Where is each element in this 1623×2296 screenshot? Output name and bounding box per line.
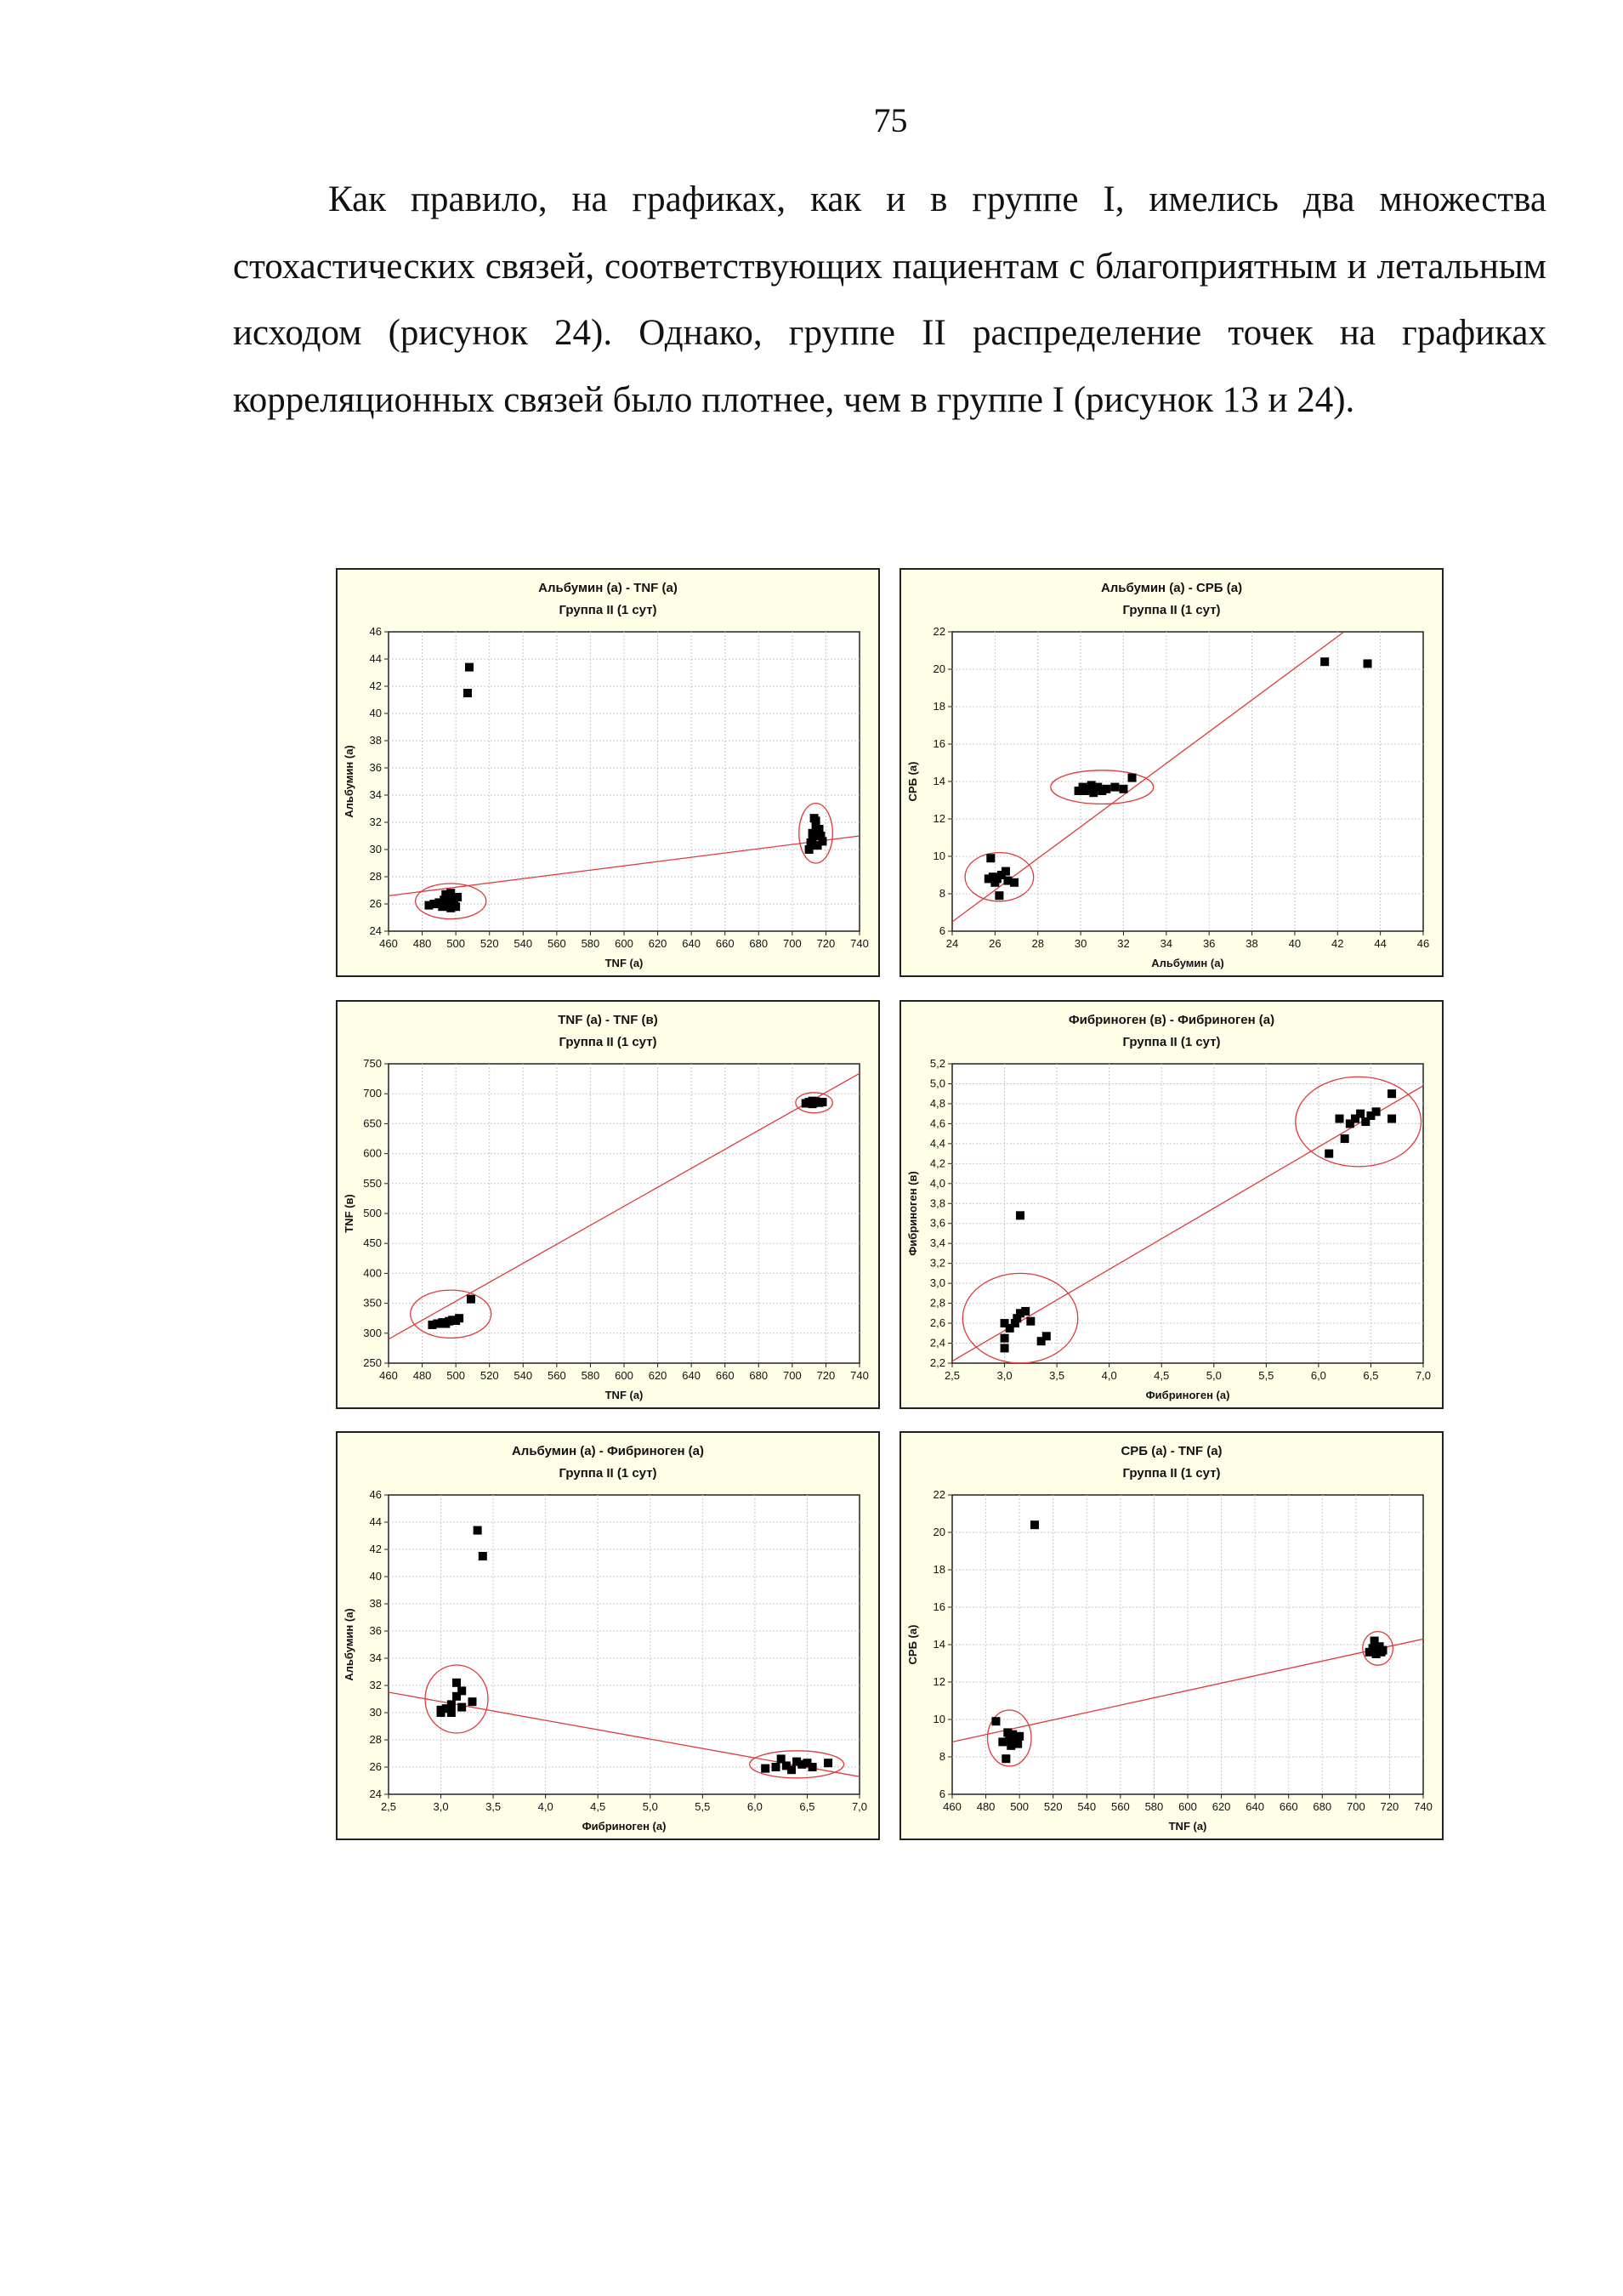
- y-tick-label: 32: [369, 1679, 382, 1691]
- y-tick-label: 18: [933, 1563, 945, 1576]
- y-tick-label: 750: [363, 1057, 382, 1070]
- data-point: [761, 1765, 769, 1773]
- x-tick-label: 740: [850, 1369, 869, 1382]
- y-tick-label: 30: [369, 843, 382, 855]
- y-tick-label: 44: [369, 1515, 382, 1528]
- data-point: [1320, 657, 1329, 666]
- x-tick-label: 640: [1246, 1800, 1264, 1813]
- x-tick-label: 460: [379, 937, 398, 950]
- data-point: [465, 663, 474, 672]
- data-point: [1081, 787, 1089, 795]
- chart-subtitle: Группа II (1 сут): [559, 1466, 657, 1480]
- x-tick-label: 600: [615, 1369, 633, 1382]
- x-tick-label: 34: [1160, 937, 1173, 950]
- x-tick-label: 660: [715, 1369, 735, 1382]
- x-tick-label: 680: [749, 937, 769, 950]
- data-point: [1102, 785, 1110, 793]
- y-tick-label: 46: [369, 1488, 382, 1501]
- x-tick-label: 5,5: [1258, 1369, 1274, 1382]
- x-axis-label: Альбумин (а): [1151, 957, 1224, 969]
- chart-crp-tnf: [899, 1431, 1444, 1840]
- y-tick-label: 24: [369, 1787, 382, 1800]
- y-tick-label: 36: [369, 1624, 382, 1637]
- data-point: [457, 1686, 466, 1695]
- y-tick-label: 42: [369, 679, 382, 692]
- x-tick-label: 520: [480, 1369, 499, 1382]
- data-point: [1379, 1646, 1387, 1655]
- x-tick-label: 640: [682, 937, 701, 950]
- data-point: [441, 890, 450, 899]
- x-tick-label: 540: [514, 1369, 533, 1382]
- x-tick-label: 600: [615, 937, 633, 950]
- data-point: [985, 874, 993, 883]
- x-tick-label: 540: [1077, 1800, 1097, 1813]
- chart-tnf-tnf: [336, 1000, 880, 1409]
- data-point: [1030, 1520, 1039, 1529]
- data-point: [1002, 867, 1010, 876]
- y-tick-label: 38: [369, 1597, 382, 1610]
- y-tick-label: 6: [939, 1787, 945, 1800]
- y-tick-label: 26: [369, 1760, 382, 1773]
- y-axis-label: СРБ (а): [906, 761, 919, 802]
- chart-title: TNF (а) - TNF (в): [558, 1013, 658, 1027]
- y-tick-label: 600: [363, 1146, 382, 1160]
- y-tick-label: 44: [369, 652, 382, 665]
- x-tick-label: 680: [749, 1369, 769, 1382]
- x-tick-label: 4,0: [537, 1800, 553, 1813]
- y-tick-label: 36: [369, 761, 382, 774]
- plot-area: [389, 1495, 860, 1794]
- x-tick-label: 740: [1414, 1800, 1433, 1813]
- y-tick-label: 20: [933, 1526, 945, 1538]
- y-tick-label: 4,2: [929, 1157, 945, 1170]
- data-point: [1016, 1211, 1024, 1219]
- data-point: [986, 854, 995, 862]
- y-tick-label: 34: [369, 1651, 382, 1664]
- x-tick-label: 520: [1043, 1800, 1063, 1813]
- data-point: [812, 816, 820, 825]
- data-point: [447, 1708, 456, 1717]
- x-tick-label: 4,0: [1101, 1369, 1117, 1382]
- x-tick-label: 500: [446, 937, 465, 950]
- data-point: [453, 893, 462, 901]
- data-point: [452, 1679, 461, 1687]
- x-tick-label: 40: [1288, 937, 1302, 950]
- x-tick-label: 580: [581, 937, 600, 950]
- y-tick-label: 46: [369, 625, 382, 638]
- y-tick-label: 32: [369, 816, 382, 828]
- y-tick-label: 2,2: [929, 1356, 945, 1369]
- y-tick-label: 14: [933, 1638, 945, 1651]
- x-tick-label: 4,5: [1154, 1369, 1170, 1382]
- x-tick-label: 5,0: [642, 1800, 658, 1813]
- data-point: [1341, 1134, 1349, 1143]
- y-tick-label: 4,0: [929, 1176, 945, 1190]
- data-point: [1128, 774, 1137, 782]
- chart-albumin-crp: [899, 568, 1444, 977]
- y-tick-label: 350: [363, 1296, 382, 1310]
- data-point: [787, 1765, 796, 1774]
- chart-svg: [338, 1002, 878, 1407]
- x-axis-label: Фибриноген (а): [582, 1820, 667, 1833]
- data-point: [474, 1526, 482, 1535]
- y-tick-label: 22: [933, 1488, 945, 1501]
- y-tick-label: 4,6: [929, 1117, 945, 1130]
- x-tick-label: 520: [480, 937, 499, 950]
- y-tick-label: 12: [933, 812, 945, 825]
- y-tick-label: 28: [369, 1733, 382, 1746]
- x-tick-label: 580: [1144, 1800, 1164, 1813]
- x-tick-label: 500: [446, 1369, 465, 1382]
- x-tick-label: 7,0: [851, 1800, 868, 1813]
- data-point: [818, 1098, 826, 1106]
- y-tick-label: 10: [933, 1713, 945, 1725]
- data-point: [1336, 1115, 1344, 1123]
- x-tick-label: 6,5: [1363, 1369, 1379, 1382]
- y-tick-label: 12: [933, 1675, 945, 1688]
- chart-fibrinogen-fibrinogen: [899, 1000, 1444, 1409]
- y-tick-label: 20: [933, 662, 945, 675]
- y-tick-label: 3,2: [929, 1256, 945, 1270]
- x-tick-label: 720: [1380, 1800, 1399, 1813]
- y-tick-label: 3,4: [929, 1236, 945, 1250]
- y-tick-label: 550: [363, 1176, 382, 1190]
- data-point: [479, 1552, 487, 1560]
- chart-albumin-fibrinogen: [336, 1431, 880, 1840]
- y-tick-label: 3,6: [929, 1216, 945, 1230]
- x-tick-label: 24: [945, 937, 959, 950]
- data-point: [995, 891, 1003, 900]
- y-tick-label: 34: [369, 788, 382, 801]
- y-tick-label: 24: [369, 924, 382, 937]
- chart-svg: [338, 1433, 878, 1839]
- data-point: [1021, 1307, 1030, 1316]
- x-axis-label: TNF (а): [604, 957, 644, 969]
- x-tick-label: 26: [989, 937, 1002, 950]
- y-axis-label: Фибриноген (в): [906, 1171, 919, 1256]
- x-tick-label: 42: [1331, 937, 1344, 950]
- y-tick-label: 28: [369, 870, 382, 883]
- x-axis-label: Фибриноген (а): [1145, 1389, 1230, 1401]
- y-tick-label: 4,8: [929, 1096, 945, 1110]
- x-tick-label: 460: [379, 1369, 398, 1382]
- x-tick-label: 660: [1279, 1800, 1298, 1813]
- y-tick-label: 30: [369, 1706, 382, 1719]
- data-point: [1003, 1728, 1012, 1736]
- y-tick-label: 14: [933, 775, 945, 787]
- x-tick-label: 3,5: [485, 1800, 502, 1813]
- y-tick-label: 16: [933, 737, 945, 750]
- x-tick-label: 460: [943, 1800, 962, 1813]
- x-axis-label: TNF (а): [1168, 1820, 1207, 1833]
- y-tick-label: 6: [939, 924, 945, 937]
- x-tick-label: 720: [816, 937, 836, 950]
- chart-svg: [338, 570, 878, 975]
- x-tick-label: 620: [648, 937, 667, 950]
- y-tick-label: 2,6: [929, 1316, 945, 1330]
- x-tick-label: 480: [976, 1800, 996, 1813]
- y-tick-label: 40: [369, 707, 382, 719]
- x-tick-label: 6,5: [799, 1800, 815, 1813]
- y-tick-label: 16: [933, 1600, 945, 1613]
- data-point: [818, 837, 826, 845]
- data-point: [1015, 1732, 1024, 1741]
- data-point: [824, 1759, 832, 1767]
- data-point: [1364, 659, 1372, 668]
- x-tick-label: 720: [816, 1369, 836, 1382]
- x-tick-label: 700: [783, 937, 802, 950]
- x-tick-label: 600: [1178, 1800, 1197, 1813]
- x-tick-label: 32: [1117, 937, 1130, 950]
- data-point: [1119, 785, 1127, 793]
- chart-albumin-tnf: [336, 568, 880, 977]
- data-point: [809, 1763, 817, 1771]
- data-point: [1042, 1332, 1051, 1340]
- chart-title: Альбумин (а) - СРБ (а): [1100, 581, 1243, 595]
- y-axis-label: СРБ (а): [906, 1624, 919, 1665]
- x-tick-label: 640: [682, 1369, 701, 1382]
- y-tick-label: 22: [933, 625, 945, 638]
- chart-svg: [901, 570, 1442, 975]
- x-tick-label: 38: [1246, 937, 1258, 950]
- chart-title: СРБ (а) - TNF (а): [1121, 1444, 1223, 1458]
- x-tick-label: 3,0: [433, 1800, 449, 1813]
- data-point: [991, 1717, 1000, 1725]
- y-tick-label: 500: [363, 1207, 382, 1219]
- x-tick-label: 700: [1347, 1800, 1365, 1813]
- y-axis-label: TNF (в): [343, 1194, 355, 1233]
- data-point: [447, 1700, 456, 1708]
- x-tick-label: 30: [1074, 937, 1087, 950]
- x-tick-label: 4,5: [590, 1800, 606, 1813]
- y-axis-label: Альбумин (а): [343, 1608, 355, 1681]
- x-tick-label: 500: [1010, 1800, 1029, 1813]
- y-tick-label: 38: [369, 734, 382, 747]
- x-tick-label: 5,5: [695, 1800, 711, 1813]
- y-tick-label: 40: [369, 1570, 382, 1583]
- x-tick-label: 3,5: [1049, 1369, 1065, 1382]
- data-point: [809, 1097, 817, 1105]
- y-tick-label: 2,4: [929, 1336, 945, 1350]
- chart-subtitle: Группа II (1 сут): [1122, 1466, 1221, 1480]
- y-tick-label: 18: [933, 700, 945, 713]
- chart-svg: [901, 1002, 1442, 1407]
- y-tick-label: 250: [363, 1356, 382, 1369]
- x-tick-label: 560: [548, 1369, 566, 1382]
- chart-svg: [901, 1433, 1442, 1839]
- data-point: [1001, 1344, 1009, 1352]
- x-tick-label: 540: [514, 937, 533, 950]
- data-point: [1001, 1334, 1009, 1343]
- x-tick-label: 620: [648, 1369, 667, 1382]
- x-tick-label: 6,0: [746, 1800, 763, 1813]
- y-tick-label: 3,8: [929, 1196, 945, 1210]
- data-point: [772, 1763, 780, 1771]
- data-point: [1026, 1317, 1035, 1326]
- x-tick-label: 6,0: [1310, 1369, 1326, 1382]
- y-tick-label: 42: [369, 1543, 382, 1555]
- y-tick-label: 300: [363, 1326, 382, 1339]
- x-tick-label: 580: [581, 1369, 600, 1382]
- y-tick-label: 5,2: [929, 1057, 945, 1070]
- x-tick-label: 5,0: [1206, 1369, 1222, 1382]
- data-point: [1010, 878, 1019, 887]
- chart-title: Фибриноген (в) - Фибриноген (а): [1068, 1013, 1275, 1027]
- y-tick-label: 400: [363, 1266, 382, 1280]
- y-tick-label: 8: [939, 887, 945, 900]
- data-point: [1387, 1089, 1396, 1098]
- data-point: [1110, 783, 1119, 792]
- x-tick-label: 480: [412, 1369, 432, 1382]
- chart-subtitle: Группа II (1 сут): [1122, 603, 1221, 617]
- x-tick-label: 28: [1031, 937, 1044, 950]
- data-point: [467, 1295, 475, 1304]
- data-point: [457, 1703, 466, 1712]
- data-point: [463, 689, 472, 697]
- x-tick-label: 46: [1416, 937, 1430, 950]
- data-point: [809, 834, 817, 843]
- data-point: [1372, 1107, 1381, 1116]
- body-paragraph: Как правило, на графиках, как и в группе I, имелись два множества стохастических связей, соответствующих пациентам с благоприятным и летальным исходом (рисунок 24). Однако, группе II распределение точек на графиках корреляционных связей было плотнее, чем в группе I (рисунок 13 и 24).: [233, 179, 1546, 420]
- y-tick-label: 700: [363, 1087, 382, 1100]
- page-number: 75: [873, 101, 908, 139]
- x-axis-label: TNF (а): [604, 1389, 644, 1401]
- y-tick-label: 4,4: [929, 1136, 945, 1150]
- data-point: [468, 1697, 476, 1706]
- chart-subtitle: Группа II (1 сут): [1122, 1035, 1221, 1049]
- x-tick-label: 560: [1111, 1800, 1130, 1813]
- y-tick-label: 650: [363, 1117, 382, 1130]
- data-point: [1013, 1740, 1022, 1748]
- data-point: [1002, 1754, 1010, 1763]
- x-tick-label: 3,0: [996, 1369, 1013, 1382]
- chart-title: Альбумин (а) - Фибриноген (а): [511, 1444, 705, 1458]
- x-tick-label: 2,5: [380, 1800, 397, 1813]
- chart-subtitle: Группа II (1 сут): [559, 603, 657, 617]
- x-tick-label: 620: [1212, 1800, 1231, 1813]
- x-tick-label: 7,0: [1415, 1369, 1432, 1382]
- data-point: [455, 1314, 463, 1322]
- x-tick-label: 560: [548, 937, 566, 950]
- data-point: [1356, 1110, 1365, 1118]
- x-tick-label: 740: [850, 937, 869, 950]
- y-tick-label: 26: [369, 897, 382, 910]
- chart-title: Альбумин (а) - TNF (а): [538, 581, 678, 595]
- x-tick-label: 680: [1313, 1800, 1332, 1813]
- y-tick-label: 5,0: [929, 1077, 945, 1090]
- data-point: [1387, 1115, 1396, 1123]
- y-axis-label: Альбумин (а): [343, 745, 355, 818]
- y-tick-label: 450: [363, 1236, 382, 1250]
- y-tick-label: 2,8: [929, 1296, 945, 1310]
- x-tick-label: 660: [715, 937, 735, 950]
- x-tick-label: 700: [783, 1369, 802, 1382]
- y-tick-label: 3,0: [929, 1276, 945, 1290]
- chart-subtitle: Группа II (1 сут): [559, 1035, 657, 1049]
- x-tick-label: 44: [1374, 937, 1387, 950]
- x-tick-label: 2,5: [944, 1369, 961, 1382]
- y-tick-label: 10: [933, 850, 945, 862]
- y-tick-label: 8: [939, 1750, 945, 1763]
- x-tick-label: 36: [1202, 937, 1216, 950]
- data-point: [446, 904, 455, 912]
- data-point: [1325, 1150, 1333, 1158]
- x-tick-label: 480: [412, 937, 432, 950]
